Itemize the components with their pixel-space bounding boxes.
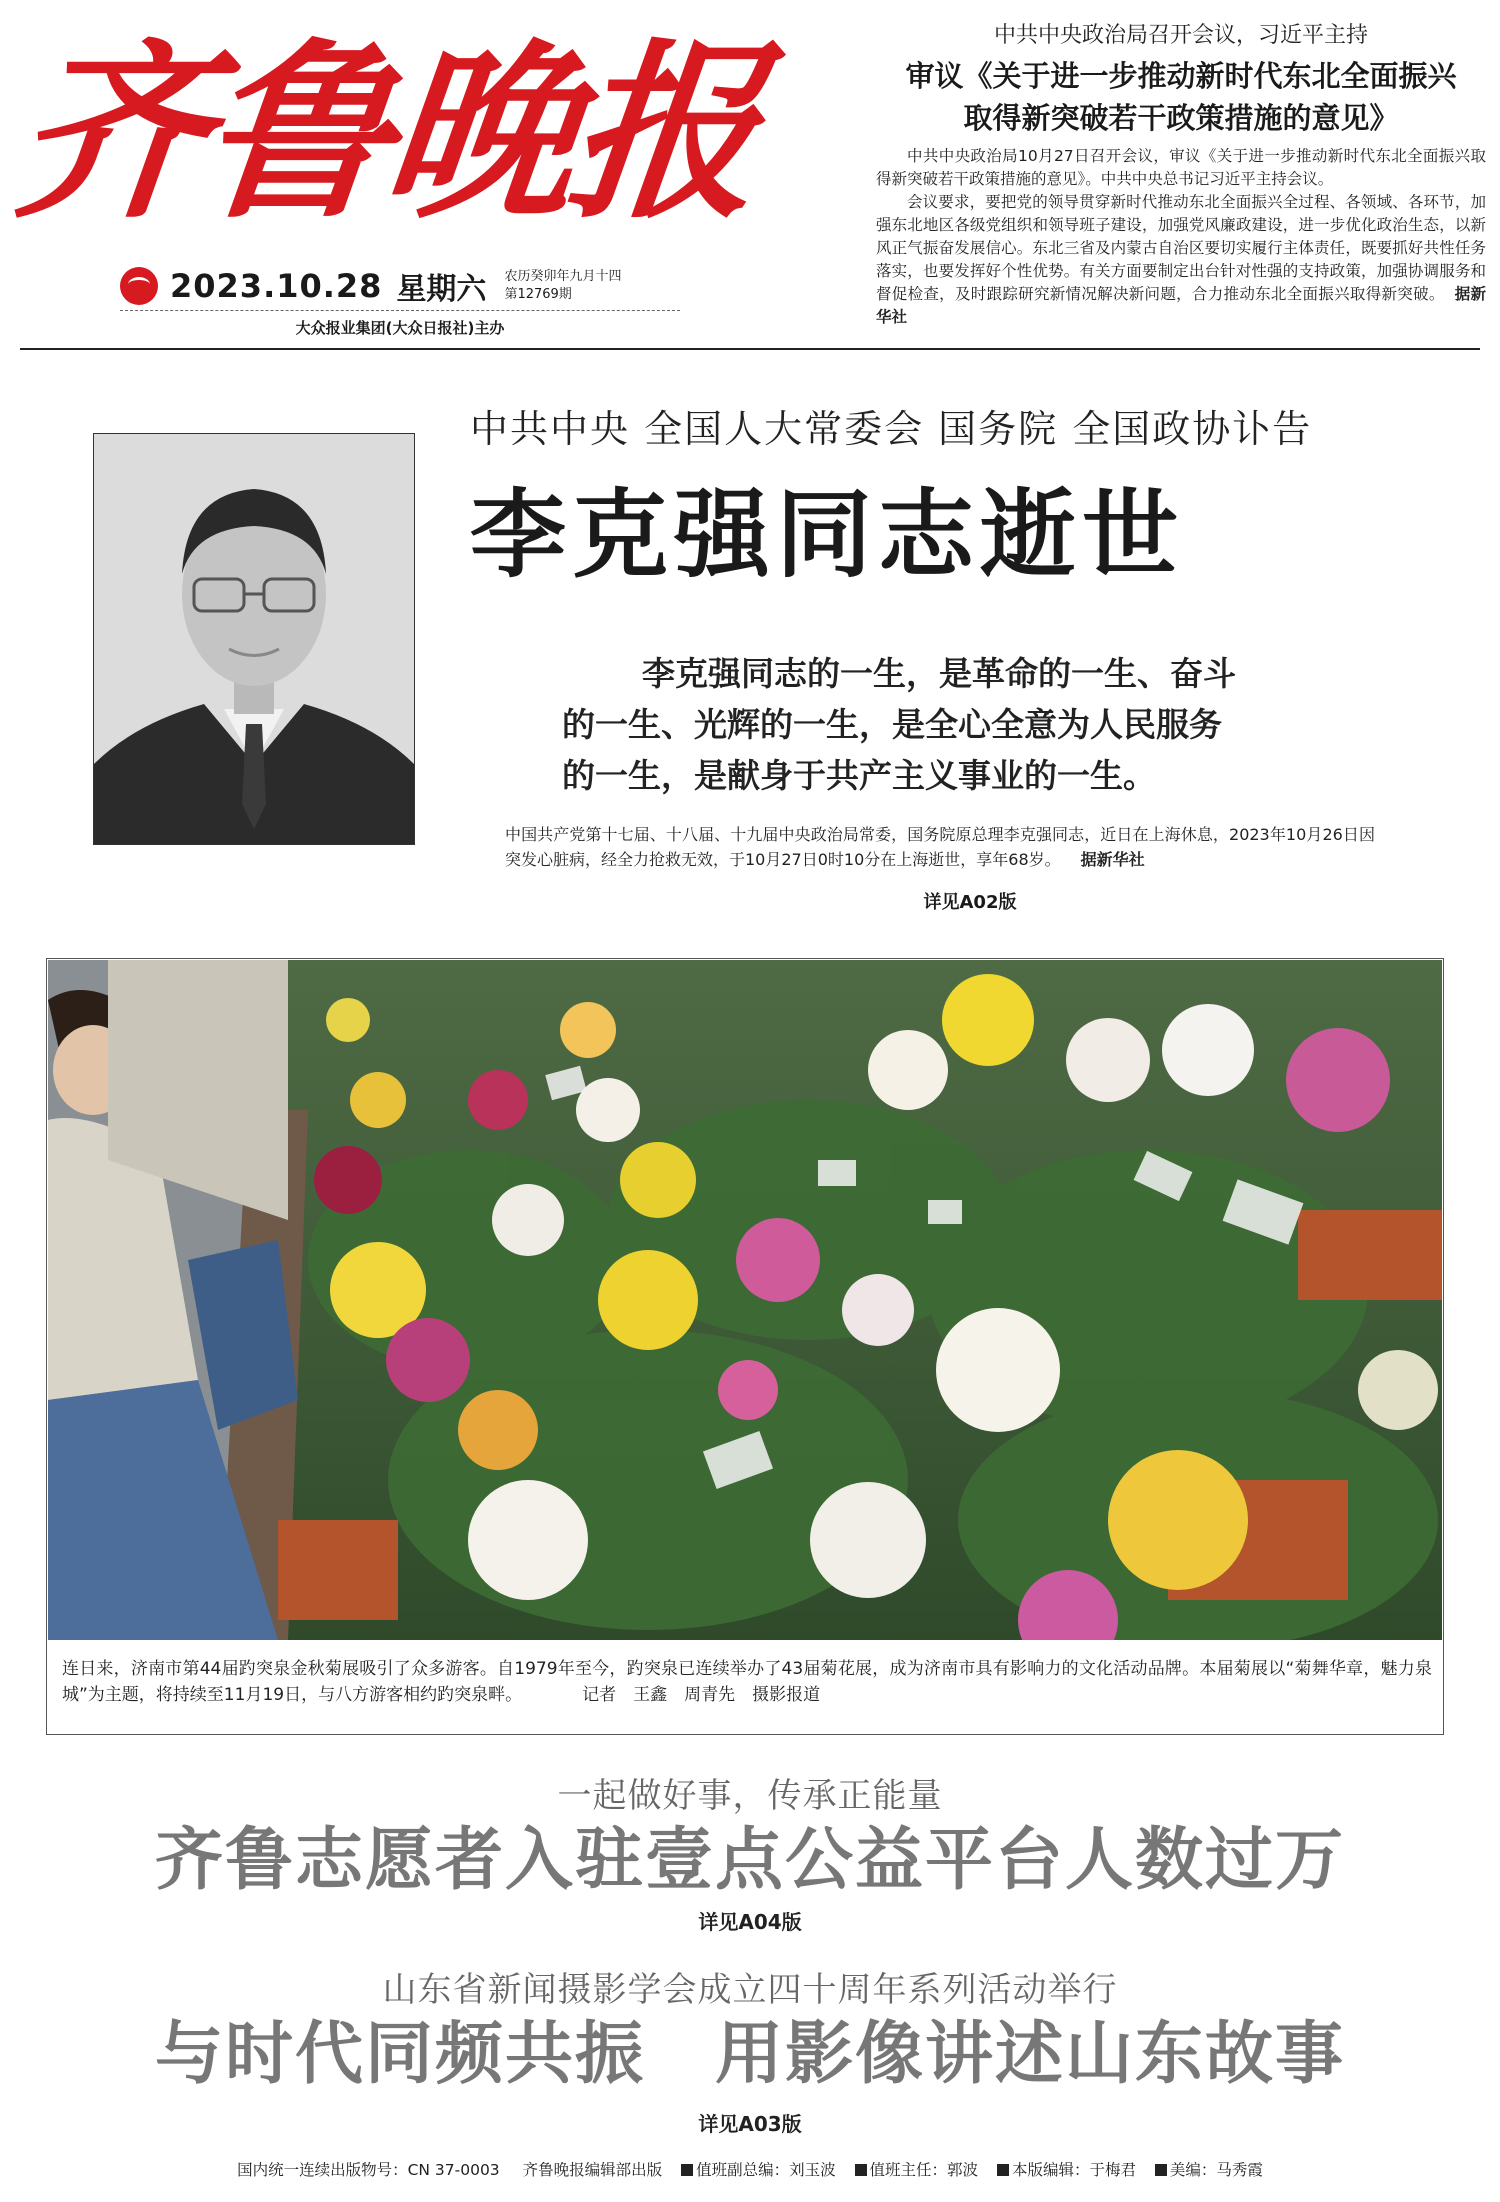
volunteer-kicker: 一起做好事，传承正能量: [557, 1776, 943, 1816]
sun-emblem-icon: [120, 267, 158, 305]
obituary-quote-line: 的一生，是献身于共产主义事业的一生。: [562, 756, 1156, 795]
header-divider: [20, 348, 1480, 350]
obituary-quote: [562, 648, 1342, 801]
photo-caption-text: 连日来，济南市第44届趵突泉金秋菊展吸引了众多游客。自1979年至今，趵突泉已连续举办了43届菊花展，成为济南市具有影响力的文化活动品牌。本届菊展以“菊舞华章，魅力泉城”为主题，将持续至11月19日，与八方游客相约趵突泉畔。: [62, 1659, 1432, 1705]
top-news-paragraph: 中共中央政治局10月27日召开会议，审议《关于进一步推动新时代东北全面振兴取得新突破若干政策措施的意见》。中共中央总书记习近平主持会议。: [876, 147, 1486, 188]
portrait-illustration-icon: [94, 434, 414, 844]
lunar-date: 农历癸卯年九月十四: [504, 269, 622, 284]
obituary-quote-line: 的一生、光辉的一生，是全心全意为人民服务: [562, 705, 1222, 744]
bullet-square-icon: [997, 2164, 1009, 2176]
footer-item: 本版编辑：于梅君: [1011, 2161, 1136, 2179]
photo-caption: [62, 1656, 1432, 1708]
obituary-credit: 据新华社: [1080, 850, 1145, 869]
footer-item: 值班主任：郭波: [869, 2161, 979, 2179]
volunteer-headline[interactable]: 齐鲁志愿者入驻壹点公益平台人数过万: [154, 1820, 1345, 1900]
top-news-credit: 据新华社: [876, 285, 1486, 326]
obituary-see-page[interactable]: 详见A02版: [923, 892, 1017, 913]
issue-number: 第12769期: [504, 287, 572, 302]
masthead-logo: 齐鲁晚报: [6, 21, 766, 244]
bullet-square-icon: [855, 2164, 867, 2176]
top-news: [876, 18, 1486, 333]
footer-item: 值班副总编：刘玉波: [696, 2161, 836, 2179]
footer-serial: 国内统一连续出版物号：CN 37-0003: [237, 2161, 500, 2179]
top-news-kicker: 中共中央政治局召开会议，习近平主持: [993, 23, 1368, 48]
bullet-square-icon: [1155, 2164, 1167, 2176]
photography-kicker: 山东省新闻摄影学会成立四十周年系列活动举行: [382, 1970, 1118, 2010]
chrysanthemum-photo: [48, 960, 1442, 1640]
footer: [30, 2158, 1470, 2180]
obituary-headline[interactable]: 李克强同志逝世: [470, 478, 1184, 591]
top-news-headline-line: 审议《关于进一步推动新时代东北全面振兴: [905, 59, 1457, 93]
lunar-block: [504, 268, 621, 304]
top-news-headline-line: 取得新突破若干政策措施的意见》: [963, 101, 1399, 135]
top-news-paragraph-block: [876, 191, 1486, 329]
portrait-photo: [93, 433, 415, 845]
chrysanthemum-scene-icon: [48, 960, 1442, 1640]
footer-item: 美编：马秀霞: [1169, 2161, 1263, 2179]
issue-weekday: 星期六: [396, 272, 487, 307]
date-line: [120, 262, 621, 310]
volunteer-see-page[interactable]: 详见A04版: [698, 1910, 802, 1934]
obituary-body: [505, 822, 1375, 872]
photography-see-page[interactable]: 详见A03版: [698, 2112, 802, 2136]
obituary-kicker: 中共中央 全国人大常委会 国务院 全国政协讣告: [470, 407, 1313, 451]
top-news-headline[interactable]: [876, 55, 1486, 139]
bullet-square-icon: [681, 2164, 693, 2176]
issue-date: 2023.10.28: [170, 267, 383, 305]
obituary-body-text: 中国共产党第十七届、十八届、十九届中央政治局常委，国务院原总理李克强同志，近日在上海休息，2023年10月26日因突发心脏病，经全力抢救无效，于10月27日0时10分在上海逝世，享年68岁。: [505, 825, 1375, 869]
top-news-paragraph: 会议要求，要把党的领导贯穿新时代推动东北全面振兴全过程、各领域、各环节，加强东北地区各级党组织和领导班子建设，加强党风廉政建设，进一步优化政治生态，以新风正气振奋发展信心。东北三省及内蒙古自治区要切实履行主体责任，既要抓好共性任务落实，也要发挥好个性优势。有关方面要制定出台针对性强的支持政策，加强协调服务和督促检查，及时跟踪研究新情况解决新问题，合力推动东北全面振兴取得新突破。: [876, 193, 1486, 303]
masthead-meta: [120, 262, 680, 342]
footer-dept: 齐鲁晚报编辑部出版: [522, 2161, 663, 2179]
obituary-quote-line: 李克强同志的一生，是革命的一生、奋斗: [642, 654, 1236, 693]
photography-headline[interactable]: 与时代同频共振 用影像讲述山东故事: [154, 2014, 1345, 2094]
photo-credit: 记者 王鑫 周青先 摄影报道: [582, 1685, 821, 1705]
publisher-line: 大众报业集团(大众日报社)主办: [120, 310, 680, 338]
top-news-body: [876, 145, 1486, 329]
